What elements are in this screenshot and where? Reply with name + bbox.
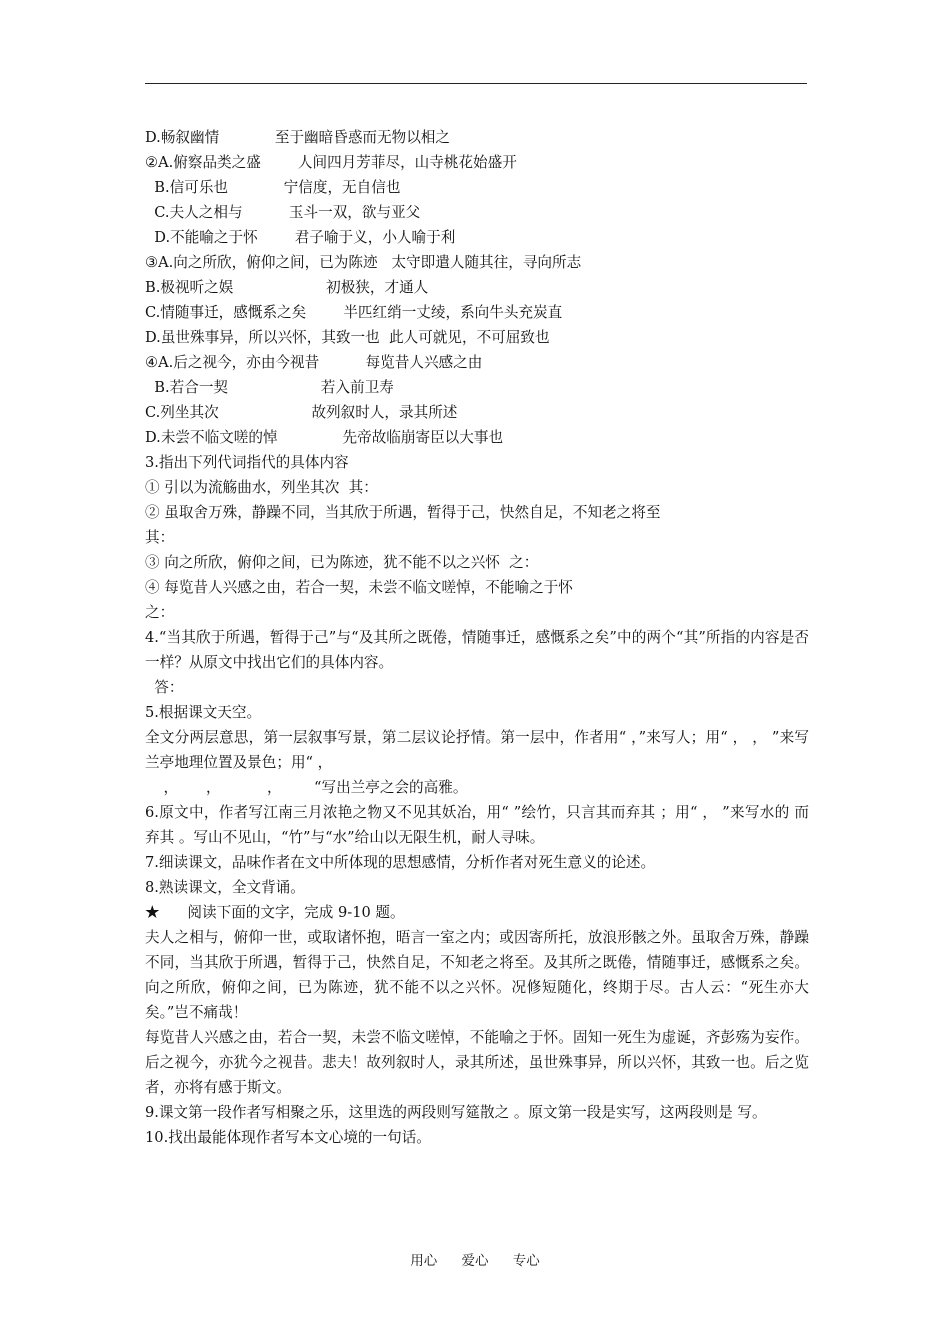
- question-4: 4.“当其欣于所遇，暂得于己”与“及其所之既倦，情随事迁，感慨系之矣”中的两个“其”所指的内容是否一样？从原文中找出它们的具体内容。: [145, 629, 809, 671]
- exercise-line: ③A.向之所欣，俯仰之间，已为陈迹 太守即遣人随其往，寻向所志: [145, 254, 582, 271]
- exercise-lines: [145, 125, 809, 625]
- question-4-answer: 答：: [145, 679, 184, 696]
- reading-instruction: ★ 阅读下面的文字，完成 9-10 题。: [145, 904, 405, 921]
- exercise-line: C.情随事迁，感慨系之矣 半匹红绡一丈绫，系向牛头充炭直: [145, 304, 563, 321]
- exercise-line: C.夫人之相与 玉斗一双，欲与亚父: [145, 204, 421, 221]
- exercise-line: 其：: [145, 529, 175, 546]
- question-8: 8.熟读课文，全文背诵。: [145, 879, 305, 896]
- exercise-line: B.极视听之娱 初极狭，才通人: [145, 279, 429, 296]
- question-5-title: 5.根据课文天空。: [145, 704, 262, 721]
- exercise-line: 之：: [145, 604, 175, 621]
- question-5-body: 全文分两层意思，第一层叙事写景，第二层议论抒情。第一层中，作者用“ ，”来写人；用“ ， ， ”来写兰亭地理位置及景色；用“ ，: [145, 729, 809, 771]
- exercise-line: ②A.俯察品类之盛 人间四月芳菲尽，山寺桃花始盛开: [145, 154, 517, 171]
- passage-paragraph-1: 夫人之相与，俯仰一世，或取诸怀抱，晤言一室之内；或因寄所托，放浪形骸之外。虽取舍万殊，静躁不同，当其欣于所遇，暂得于己，快然自足，不知老之将至。及其所之既倦，情随事迁，感慨系之矣。向之所欣，俯仰之间，已为陈迹，犹不能不以之兴怀。况修短随化，终期于尽。古人云：“死生亦大矣。”岂不痛哉！: [145, 929, 809, 1021]
- footer-word: 爱心: [461, 1253, 489, 1269]
- document-body: [145, 125, 809, 1150]
- exercise-line: C.列坐其次 故列叙时人，录其所述: [145, 404, 458, 421]
- exercise-line: B.若合一契 若入前卫寿: [145, 379, 394, 396]
- footer-word: 用心: [410, 1253, 438, 1269]
- passage-paragraph-2: 每览昔人兴感之由，若合一契，未尝不临文嗟悼，不能喻之于怀。固知一死生为虚诞，齐彭殇为妄作。后之视今，亦犹今之视昔。悲夫！故列叙时人，录其所述，虽世殊事异，所以兴怀，其致一也。后之览者，亦将有感于斯文。: [145, 1029, 809, 1096]
- exercise-line: ④ 每览昔人兴感之由，若合一契，未尝不临文嗟悼，不能喻之于怀: [145, 579, 573, 596]
- exercise-line: ② 虽取舍万殊，静躁不同，当其欣于所遇，暂得于己，快然自足，不知老之将至: [145, 504, 661, 521]
- exercise-line: B.信可乐也 宁信度，无自信也: [145, 179, 401, 196]
- page-footer: [0, 1249, 950, 1269]
- exercise-line: ③ 向之所欣，俯仰之间，已为陈迹，犹不能不以之兴怀 之：: [145, 554, 539, 571]
- exercise-line: D.未尝不临文嗟的悼 先帝故临崩寄臣以大事也: [145, 429, 504, 446]
- exercise-line: D.虽世殊事异，所以兴怀，其致一也 此人可就见，不可屈致也: [145, 329, 550, 346]
- footer-word: 专心: [512, 1253, 540, 1269]
- exercise-line: 3.指出下列代词指代的具体内容: [145, 454, 349, 471]
- question-5-tail: ， ， ， “写出兰亭之会的高雅。: [145, 779, 468, 796]
- exercise-line: ① 引以为流觞曲水，列坐其次 其：: [145, 479, 378, 496]
- exercise-line: D.不能喻之于怀 君子喻于义，小人喻于利: [145, 229, 456, 246]
- question-6: 6.原文中，作者写江南三月浓艳之物又不见其妖冶，用“ ”绘竹，只言其而弃其 ；用“ ， ”来写水的 而弃其 。写山不见山，“竹”与“水”给山以无限生机，耐人寻味。: [145, 804, 809, 846]
- header-rule: [145, 83, 807, 84]
- exercise-line: ④A.后之视今，亦由今视昔 每览昔人兴感之由: [145, 354, 483, 371]
- question-10: 10.找出最能体现作者写本文心境的一句话。: [145, 1129, 431, 1146]
- question-7: 7.细读课文，品味作者在文中所体现的思想感情，分析作者对死生意义的论述。: [145, 854, 656, 871]
- exercise-line: D.畅叙幽情 至于幽暗昏惑而无物以相之: [145, 129, 450, 146]
- question-9: 9.课文第一段作者写相聚之乐，这里选的两段则写筵散之 。原文第一段是实写，这两段则是 写。: [145, 1104, 767, 1121]
